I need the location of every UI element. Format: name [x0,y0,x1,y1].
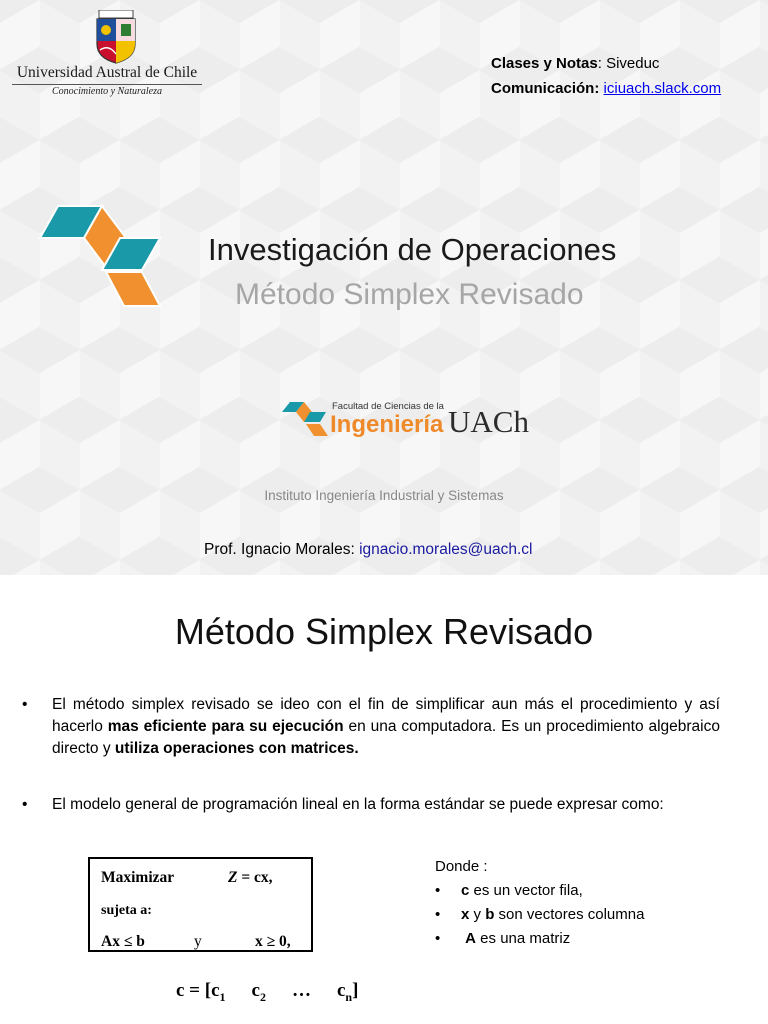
c-vector-equation [176,980,358,1005]
vector-close: ] [352,980,359,1001]
notes-line [491,51,721,76]
communication-label: Comunicación [491,80,595,97]
definition-text: y [469,906,486,923]
definition-symbol: x [461,906,470,923]
communication-separator: : [594,80,604,97]
vector-element: $c_2$ [251,980,266,1004]
objective-function [228,869,273,887]
bullet-dot: • [435,882,441,899]
bullet-text-part: El método simplex revisado se ideo con el fin de simplificar aun más el procedimiento y así hacerlo [52,696,720,735]
university-motto: Conocimiento y Naturaleza [52,86,162,97]
professor-label: Prof. Ignacio Morales: [204,541,360,558]
vector-lhs: c = [ [176,980,212,1001]
presentation-subtitle: Método Simplex Revisado [235,278,584,311]
institute-name: Instituto Ingeniería Industrial y Sistemas [264,488,504,503]
bullet-dot: • [22,796,28,813]
communication-line [491,76,721,101]
slide-title: Método Simplex Revisado [174,611,594,652]
vector-element: $c_1$ [211,980,226,1004]
vector-element: $c_n$ [336,980,353,1004]
bullet-text [52,694,720,760]
professor-line [204,541,532,559]
bullet-dot: • [22,696,28,713]
faculty-uach-text: UACh [448,404,529,439]
definition-symbol: b [485,906,495,923]
slack-link[interactable]: iciuach.slack.com [603,80,722,97]
definition-item [435,927,644,951]
faculty-logo [280,398,529,448]
notes-label: Clases y Notas [491,55,598,72]
content-slide [0,575,768,1024]
conjunction-label: y [194,933,202,950]
maximize-label: Maximizar [101,869,175,886]
notes-value: : Siveduc [597,55,660,72]
faculty-mark-icon [280,400,332,446]
definition-text: es una matriz [476,930,571,947]
university-name: Universidad Austral de Chile [16,64,198,81]
definition-item [435,879,644,903]
contact-info [491,51,721,101]
constraint-expression: Ax ≤ b [101,933,145,950]
bullet-bold-text: utiliza operaciones con matrices. [114,740,359,757]
bullet-text: El modelo general de programación lineal en la forma estándar se puede expresar como: [52,796,664,813]
university-logo [12,10,202,102]
lp-model-box [88,857,313,952]
definition-item [435,903,644,927]
bullet-dot: • [435,906,441,923]
bullet-item [22,794,722,844]
bullet-text-part: en una computadora. Es un procedimiento algebraico directo y [52,718,720,757]
definitions-list [435,855,644,951]
faculty-small-text: Facultad de Ciencias de la [332,401,444,412]
university-crest-icon [93,10,139,64]
professor-email[interactable]: ignacio.morales@uach.cl [359,541,533,558]
definitions-heading: Donde : [435,858,488,875]
bullet-bold-text: mas eficiente para su ejecución [107,718,344,735]
bullet-dot: • [435,930,441,947]
presentation-title: Investigación de Operaciones [208,232,617,267]
bullet-item [22,694,722,764]
definition-text: es un vector fila, [469,882,583,899]
objective-variable: Z [228,869,238,886]
nonnegativity-expression: x ≥ 0, [255,933,291,950]
course-logo-icon [36,198,166,313]
definition-symbol: c [461,882,470,899]
subject-to-label: sujeta a: [101,903,152,918]
vector-ellipsis: … [291,980,311,1001]
definition-text: son vectores columna [494,906,645,923]
definition-symbol: A [465,930,477,947]
objective-expression: = cx, [237,869,273,886]
faculty-ingenieria-text: Ingeniería [330,411,444,438]
university-divider [12,84,202,85]
